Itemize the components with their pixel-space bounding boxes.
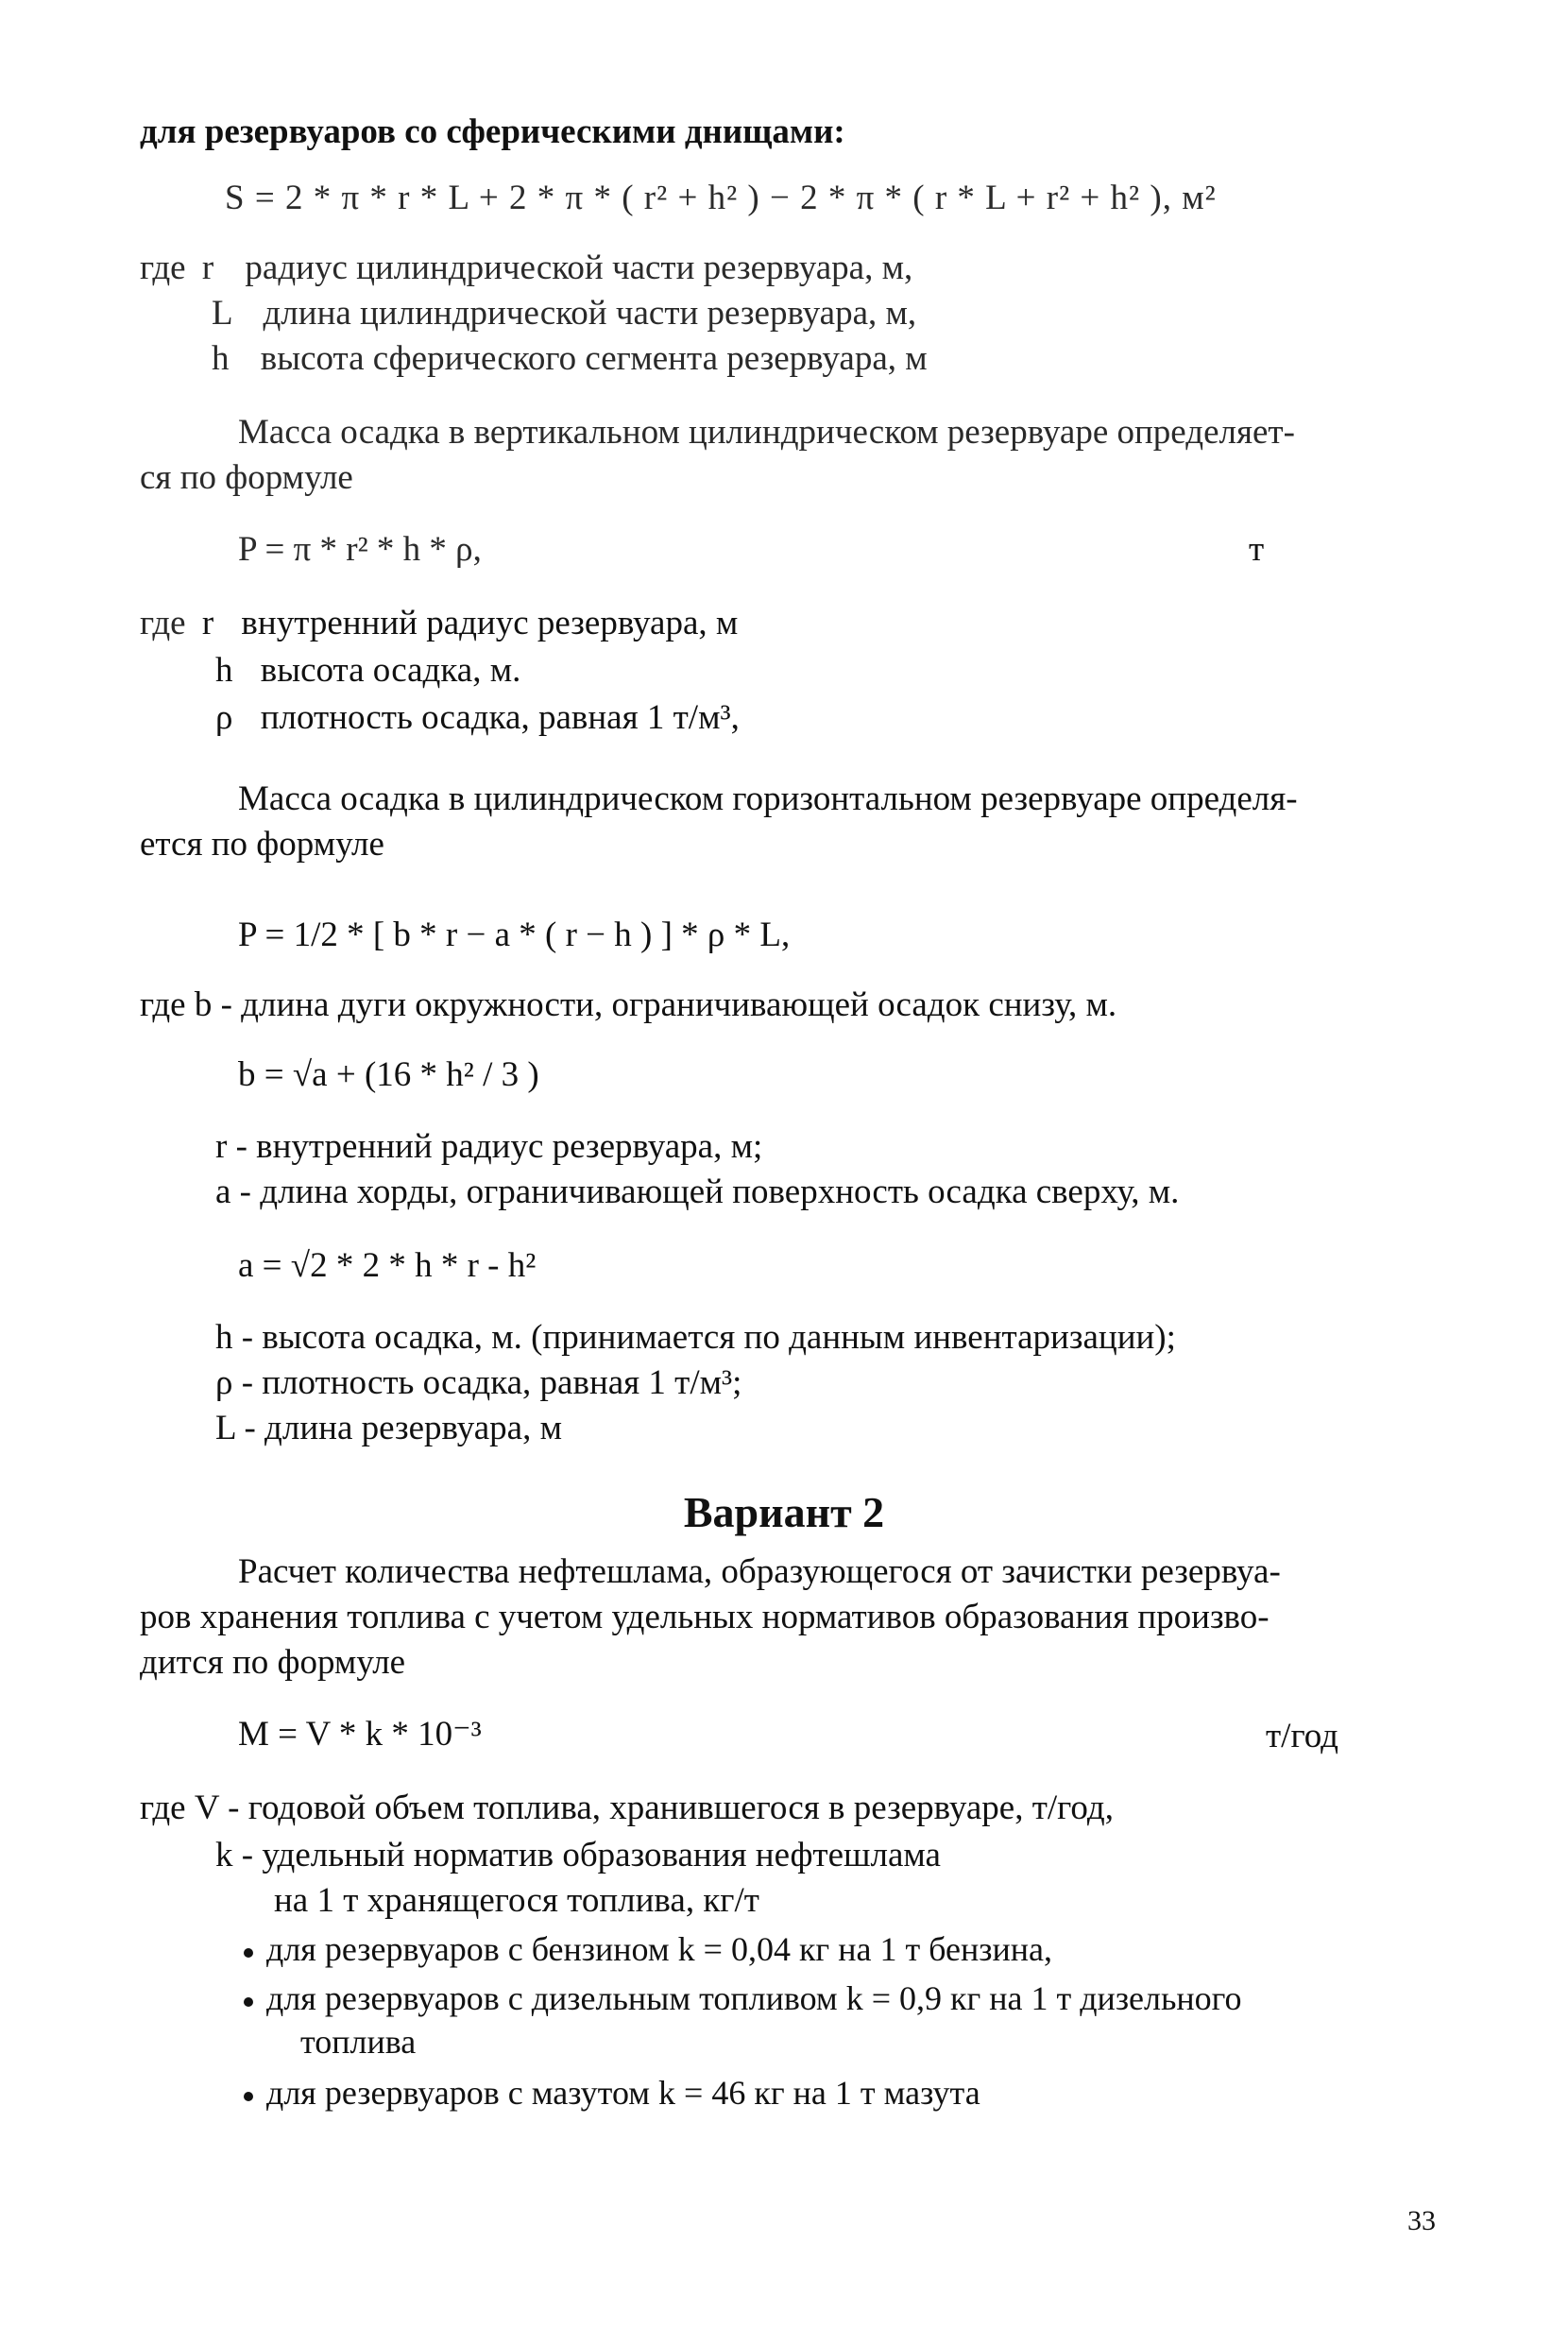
bullet-fuel-oil: [244, 2071, 980, 2114]
where-row-2: [212, 291, 916, 336]
where-text: высота сферического сегмента резервуара, м: [260, 339, 928, 378]
where-symbol: L: [212, 294, 232, 333]
where-k2: на 1 т хранящегося топлива, кг/т: [274, 1881, 759, 1920]
where-b: где b - длина дуги окружности, ограничивающей осадок снизу, м.: [140, 985, 1117, 1024]
formula-sludge-unit: т/год: [1266, 1717, 1338, 1755]
paragraph-vertical-line2: ся по формуле: [140, 458, 353, 497]
variant-heading: Вариант 2: [683, 1488, 885, 1536]
where-k1: k - удельный норматив образования нефтешлама: [215, 1836, 941, 1874]
formula-b: b = √a + (16 * h² / 3 ): [238, 1055, 539, 1094]
bullet-dot: [244, 1997, 253, 2007]
formula-surface-area: S = 2 * π * r * L + 2 * π * ( r² + h² ) − 2 * π * ( r * L + r² + h² ), м²: [225, 179, 1217, 217]
where-L: L - длина резервуара, м: [215, 1409, 563, 1447]
bullet-diesel: [244, 1977, 1242, 2020]
paragraph-horizontal-line2: ется по формуле: [140, 825, 384, 864]
where-rho: ρ - плотность осадка, равная 1 т/м³;: [215, 1363, 742, 1402]
where-symbol: r: [201, 248, 214, 287]
formula-sludge: M = V * k * 10⁻³: [238, 1715, 482, 1754]
bullet-gasoline: [244, 1927, 1052, 1971]
bullet-text: для резервуаров с бензином k = 0,04 кг на 1 т бензина,: [266, 1930, 1052, 1968]
formula-vertical-mass: P = π * r² * h * ρ,: [238, 530, 482, 569]
where-h: h - высота осадка, м. (принимается по данным инвентаризации);: [215, 1318, 1176, 1357]
paragraph-variant-line3: дится по формуле: [140, 1643, 406, 1682]
where-symbol: r: [201, 604, 214, 642]
where-row-5: [215, 648, 520, 693]
where-text: плотность осадка, равная 1 т/м³,: [260, 698, 740, 737]
formula-vertical-unit: т: [1249, 530, 1265, 569]
where-row-3: [212, 336, 928, 382]
paragraph-variant-line1: Расчет количества нефтешлама, образующегося от зачистки резервуа-: [238, 1552, 1281, 1591]
where-text: внутренний радиус резервуара, м: [241, 604, 739, 642]
bullet-diesel-cont: топлива: [300, 2023, 417, 2061]
bullet-dot: [244, 2092, 253, 2101]
intro-line: для резервуаров со сферическими днищами:: [140, 112, 845, 151]
where-text: длина цилиндрической части резервуара, м,: [263, 294, 917, 333]
where-prefix: где: [140, 248, 186, 287]
bullet-text: для резервуаров с мазутом k = 46 кг на 1 т мазута: [266, 2074, 980, 2112]
where-prefix: где: [140, 604, 186, 642]
where-symbol: h: [215, 651, 233, 690]
where-symbol: ρ: [215, 698, 233, 737]
where-r: r - внутренний радиус резервуара, м;: [215, 1127, 763, 1166]
formula-a: a = √2 * 2 * h * r - h²: [238, 1246, 537, 1285]
bullet-text: для резервуаров с дизельным топливом k = 0,9 кг на 1 т дизельного: [266, 1979, 1242, 2017]
paragraph-horizontal-line1: Масса осадка в цилиндрическом горизонтальном резервуаре определя-: [238, 779, 1298, 818]
where-a: a - длина хорды, ограничивающей поверхность осадка сверху, м.: [215, 1172, 1180, 1211]
formula-horizontal-mass: P = 1/2 * [ b * r − a * ( r − h ) ] * ρ * L,: [238, 916, 791, 954]
bullet-dot: [244, 1948, 253, 1958]
page-number: 33: [1407, 2205, 1436, 2236]
where-row-4: [140, 601, 738, 646]
where-row-1: [140, 246, 912, 291]
paragraph-variant-line2: ров хранения топлива с учетом удельных нормативов образования произво-: [140, 1598, 1270, 1636]
where-V: где V - годовой объем топлива, хранившегося в резервуаре, т/год,: [140, 1789, 1114, 1827]
where-symbol: h: [212, 339, 230, 378]
where-row-6: [215, 695, 740, 741]
where-text: радиус цилиндрической части резервуара, м,: [245, 248, 913, 287]
paragraph-vertical-line1: Масса осадка в вертикальном цилиндрическом резервуаре определяет-: [238, 413, 1295, 452]
where-text: высота осадка, м.: [260, 651, 521, 690]
